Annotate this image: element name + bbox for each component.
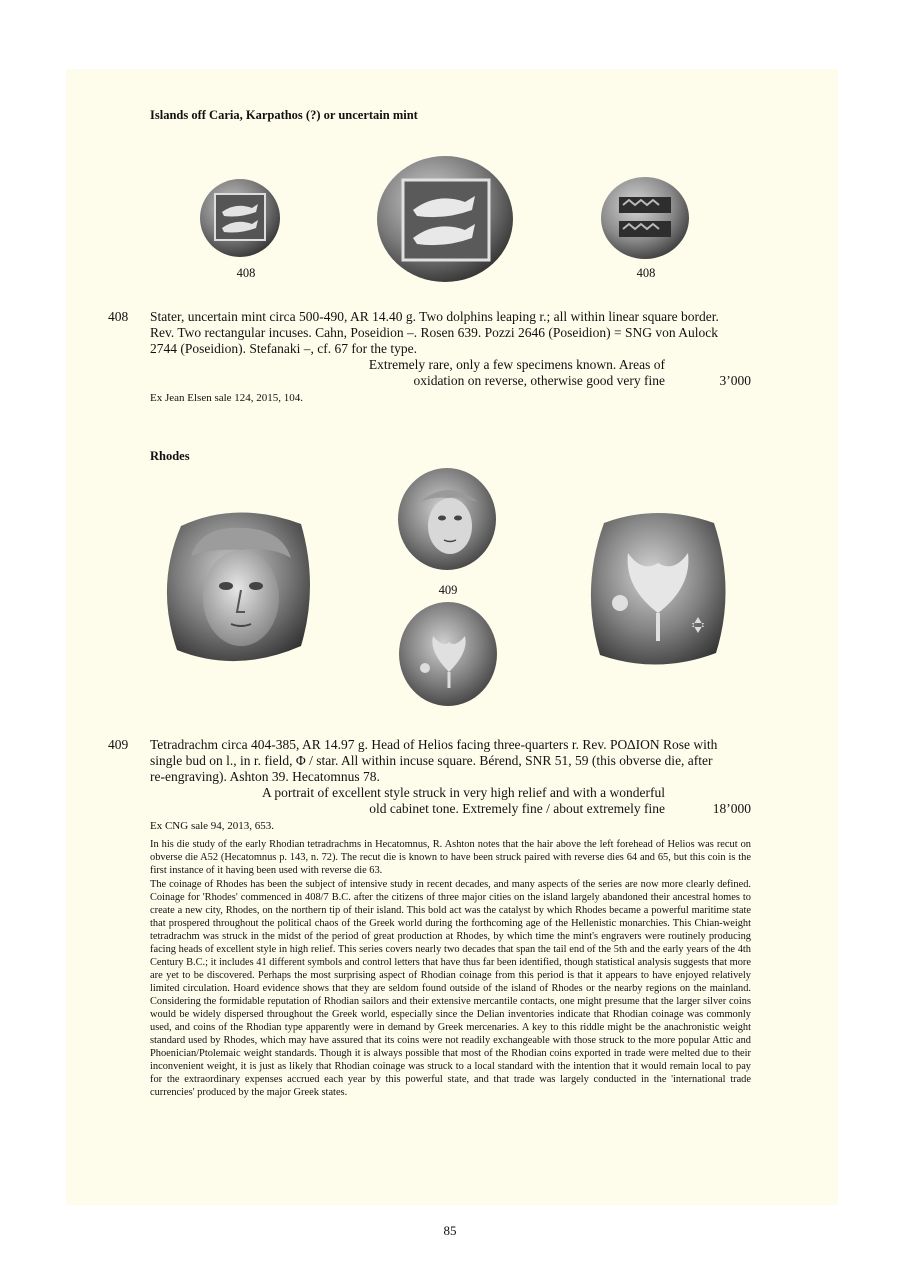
description-line: Rev. Two rectangular incuses. Cahn, Poseidion –. Rosen 639. Pozzi 2646 (Poseidion) = SNG von Aulock [150, 325, 718, 340]
condition-line-2-408: oxidation on reverse, otherwise good very fine [413, 373, 665, 388]
commentary-rhodian-coinage: The coinage of Rhodes has been the subject of intensive study in recent decades, and many aspects of the series are now more clearly defined. Coinage for 'Rhodes' commenced in 408/7 B.C. after the citizens of three major cities on the island largely abandoned their ancestral homes to create a new city, Rhodes, on the northern tip of their island. This bold act was the catalyst by which Rhodes became a powerful maritime state that prospered throughout the political chaos of the Greek world during the forthcoming age of the Hellenistic monarchies. This Chian-weight tetradrachm was struck in the midst of the period of great production at Rhodes, by which time the mint's engravers were routinely producing facing heads of excellent style in high relief. This series covers nearly two decades that span the tail end of the 5th and the early years of the 4th Century B.C.; it includes 41 different symbols and control letters that have thus far been identified, though statistical analysis suggests that more are yet to be discovered. Perhaps the most surprising aspect of Rhodian coinage from this period is that it appears to have enjoyed relatively limited circulation. Hoard evidence shows that they are seldom found outside of the island of Rhodes or the nearby regions on the mainland. Considering the formidable reputation of Rhodian sailors and their extensive mercantile contacts, one might presume that the larger silver coins would be widely dispersed throughout the Greek world, especially since the Delian inventories indicate that Rhodian coinage was commonly used, and coins of the Rhodian type apparently were in demand by Greek mercenaries. A key to this riddle might be the anachronistic weight standard used by Rhodes, which may have assured that its coins were not readily exchangeable with those struck to the more popular Attic and Phoenician/Ptolemaic weight standards. Though it is always possible that most of the Rhodian coins exported in trade were melted due to their inconvenient weight, it is just as likely that Rhodian coinage was struck to a local standard with the intention that it would remain local to pay for the extraordinary expenses accrued each year by this powerful state, and that trade was largely conducted in the 'international trade currencies' produced by the major Greek states. [150, 879, 751, 1098]
description-line: re-engraving). Ashton 39. Hecatomnus 78. [150, 769, 380, 784]
dolphins-obverse-enlarged-coin [377, 156, 514, 283]
condition-line-1-409: A portrait of excellent style struck in very high relief and with a wonderful [261, 785, 665, 800]
incuse-reverse-coin [601, 177, 689, 259]
page-number: 85 [443, 1223, 457, 1238]
description-line: Tetradrachm circa 404-385, AR 14.97 g. Head of Helios facing three-quarters r. Rev. ΡΟΔΙΟΝ Rose with [150, 737, 718, 752]
provenance-408: Ex Jean Elsen sale 124, 2015, 104. [150, 392, 304, 404]
lot-number-408: 408 [108, 309, 129, 324]
lot-number-409: 409 [108, 737, 129, 752]
description-line: Stater, uncertain mint circa 500-490, AR 14.40 g. Two dolphins leaping r.; all within linear square border. [150, 309, 719, 324]
section-heading-karpathos: Islands off Caria, Karpathos (?) or uncertain mint [150, 108, 418, 122]
commentary-die-study: In his die study of the early Rhodian tetradrachms in Hecatomnus, R. Ashton notes that the hair above the left forehead of Helios was recut on obverse die A52 (Hecatomnus p. 143, n. 72). The recut die is known to have been struck paired with reverse dies 64 and 65, but this coin is the first instance of it having been used with reverse die 63. [150, 839, 751, 876]
lot-description-409 [150, 737, 751, 785]
estimate-408: 3’000 [719, 373, 751, 388]
coin-label-409: 409 [438, 583, 458, 597]
rose-reverse-enlarged-coin [586, 507, 729, 670]
helios-head-coin [398, 468, 497, 570]
provenance-409: Ex CNG sale 94, 2013, 653. [150, 820, 275, 832]
commentary-409 [150, 838, 751, 1100]
dolphins-obverse-coin [200, 178, 280, 258]
section-heading-rhodes: Rhodes [150, 449, 190, 463]
rose-reverse-coin [399, 602, 498, 706]
condition-line-2-409: old cabinet tone. Extremely fine / about extremely fine [369, 801, 665, 816]
coin-label-408-reverse: 408 [636, 266, 656, 280]
description-line: 2744 (Poseidion). Stefanaki –, cf. 67 for the type. [150, 341, 417, 356]
description-line: single bud on l., in r. field, Φ / star. All within incuse square. Bérend, SNR 51, 59 (this obverse die, after [150, 753, 713, 768]
condition-line-1-408: Extremely rare, only a few specimens known. Areas of [368, 357, 665, 372]
helios-head-enlarged-coin [161, 506, 313, 668]
estimate-409: 18’000 [712, 801, 751, 816]
coin-label-408-obverse: 408 [236, 266, 256, 280]
lot-description-408 [150, 309, 751, 357]
